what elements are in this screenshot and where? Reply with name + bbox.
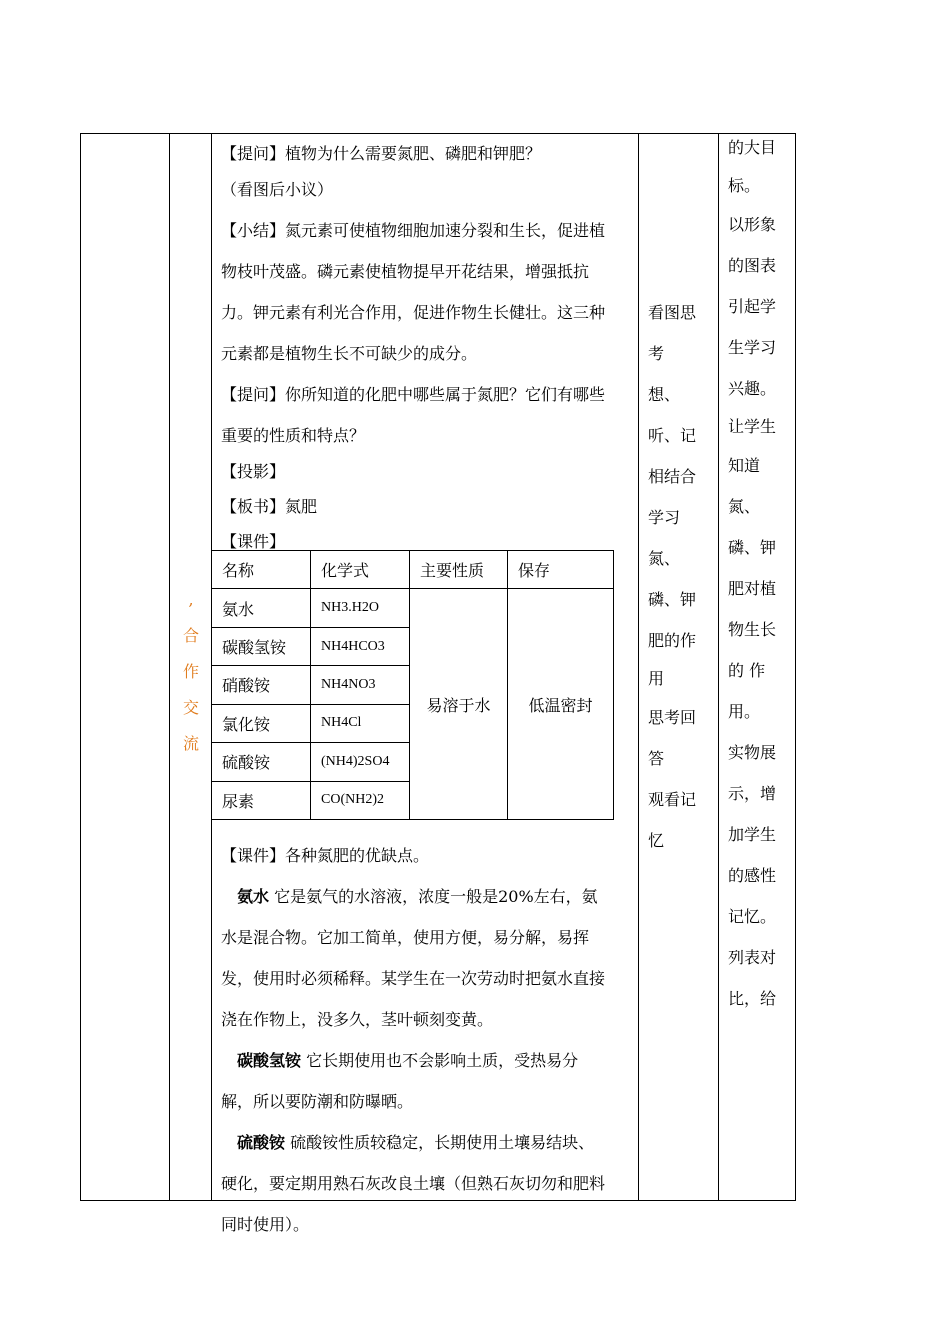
text-line: 力。钾元素有利光合作用，促进作物生长健壮。这三种 xyxy=(221,303,606,322)
text-line: 的 作 xyxy=(728,661,766,680)
text-line: 考 xyxy=(648,344,665,363)
text-line: （看图后小议） xyxy=(221,180,334,199)
cell-name: 硝酸铵 xyxy=(212,666,311,704)
text-line: 磷、钾 xyxy=(648,590,697,609)
text-line: 氮、 xyxy=(728,497,761,516)
text-line: 同时使用）。 xyxy=(221,1215,310,1234)
text-line: 【小结】氮元素可使植物细胞加速分裂和生长，促进植 xyxy=(221,221,606,240)
cell-formula: (NH4)2SO4 xyxy=(311,743,410,781)
cell-name: 氯化铵 xyxy=(212,704,311,742)
text-line: 它是氨气的水溶液，浓度一般是20%左右，氨 xyxy=(269,887,598,906)
text-line: 让学生 xyxy=(728,417,777,436)
text-line: 比，给 xyxy=(728,989,777,1008)
text-line: 磷、钾 xyxy=(728,538,777,557)
text-line: 物枝叶茂盛。磷元素使植物提早开花结果，增强抵抗 xyxy=(221,262,590,281)
text-line: 发，使用时必须稀释。某学生在一次劳动时把氨水直接 xyxy=(221,969,606,988)
stage-char: 流 xyxy=(182,734,199,753)
text-line: 实物展 xyxy=(728,743,777,762)
text-line: 生学习 xyxy=(728,338,777,357)
stage-char: 合 xyxy=(182,626,199,645)
text-line: 【课件】 xyxy=(221,532,286,551)
cell-property: 易溶于水 xyxy=(410,589,508,820)
text-line: 加学生 xyxy=(728,825,777,844)
stage-label xyxy=(180,582,202,762)
student-activity xyxy=(648,292,708,861)
paragraph-ammonium-bicarbonate xyxy=(221,1040,631,1081)
text-line: 肥对植 xyxy=(728,579,777,598)
text-line: 答 xyxy=(648,749,665,768)
column-divider xyxy=(718,134,719,1200)
text-line: 硬化，要定期用熟石灰改良土壤（但熟石灰切勿和肥料 xyxy=(221,1174,606,1193)
text-line: 氮、 xyxy=(648,549,681,568)
term-ammonium-bicarbonate: 碳酸氢铵 xyxy=(237,1051,302,1070)
stage-char: 交 xyxy=(182,698,199,717)
nitrogen-fertilizer-table xyxy=(211,550,614,820)
column-divider xyxy=(638,134,639,1200)
text-line: 重要的性质和特点？ xyxy=(221,426,366,445)
text-line: 用。 xyxy=(728,702,761,721)
table-row xyxy=(212,589,614,627)
text-line: 物生长 xyxy=(728,620,777,639)
text-line: 听、记 xyxy=(648,426,697,445)
text-line: 的大目 xyxy=(728,138,777,157)
text-line: 【课件】各种氮肥的优缺点。 xyxy=(221,846,430,865)
text-line: 看图思 xyxy=(648,303,697,322)
text-line: 肥的作 xyxy=(648,631,697,650)
cell-name: 氨水 xyxy=(212,589,311,627)
cell-name: 尿素 xyxy=(212,781,311,819)
paragraph-ammonia xyxy=(221,876,631,917)
term-ammonium-sulfate: 硫酸铵 xyxy=(237,1133,286,1152)
text-line: 浇在作物上，没多久，茎叶顿刻变黄。 xyxy=(221,1010,494,1029)
text-line: 解，所以要防潮和防曝晒。 xyxy=(221,1092,414,1111)
column-divider xyxy=(169,134,170,1200)
text-line: 忆 xyxy=(648,831,665,850)
stage-char: , xyxy=(188,590,194,609)
text-line: 【提问】植物为什么需要氮肥、磷肥和钾肥？ xyxy=(221,144,542,163)
text-line: 【板书】氮肥 xyxy=(221,497,318,516)
header-name: 名称 xyxy=(212,551,311,589)
design-intent xyxy=(728,127,790,1019)
text-line: 【投影】 xyxy=(221,462,286,481)
paragraph-ammonium-sulfate xyxy=(221,1122,631,1163)
header-property: 主要性质 xyxy=(410,551,508,589)
text-line: 的图表 xyxy=(728,256,777,275)
text-line: 兴趣。 xyxy=(728,379,777,398)
text-line: 学习 xyxy=(648,508,681,527)
text-line: 示，增 xyxy=(728,784,777,803)
text-line: 它长期使用也不会影响土质，受热易分 xyxy=(301,1051,579,1070)
stage-char: 作 xyxy=(182,662,199,681)
cell-name: 碳酸氢铵 xyxy=(212,627,311,665)
text-line: 知道 xyxy=(728,456,761,475)
text-line: 用 xyxy=(648,669,665,688)
text-line: 以形象 xyxy=(728,215,777,234)
text-line: 硫酸铵性质较稳定，长期使用土壤易结块、 xyxy=(285,1133,595,1152)
cell-formula: NH3.H2O xyxy=(311,589,410,627)
cell-storage: 低温密封 xyxy=(508,589,614,820)
cell-formula: NH4HCO3 xyxy=(311,627,410,665)
text-line: 的感性 xyxy=(728,866,777,885)
term-ammonia: 氨水 xyxy=(237,887,270,906)
text-line: 引起学 xyxy=(728,297,777,316)
cell-formula: NH4Cl xyxy=(311,704,410,742)
text-line: 列表对 xyxy=(728,948,777,967)
text-line: 【提问】你所知道的化肥中哪些属于氮肥？它们有哪些 xyxy=(221,385,606,404)
text-line: 记忆。 xyxy=(728,907,777,926)
text-line: 观看记 xyxy=(648,790,697,809)
text-line: 标。 xyxy=(728,176,761,195)
text-line: 元素都是植物生长不可缺少的成分。 xyxy=(221,344,478,363)
text-line: 水是混合物。它加工简单，使用方便，易分解，易挥 xyxy=(221,928,590,947)
text-line: 相结合 xyxy=(648,467,697,486)
text-line: 想、 xyxy=(648,385,681,404)
cell-formula: CO(NH2)2 xyxy=(311,781,410,819)
cell-name: 硫酸铵 xyxy=(212,743,311,781)
header-formula: 化学式 xyxy=(311,551,410,589)
table-header-row xyxy=(212,551,614,589)
header-storage: 保存 xyxy=(508,551,614,589)
cell-formula: NH4NO3 xyxy=(311,666,410,704)
text-line: 思考回 xyxy=(648,708,697,727)
